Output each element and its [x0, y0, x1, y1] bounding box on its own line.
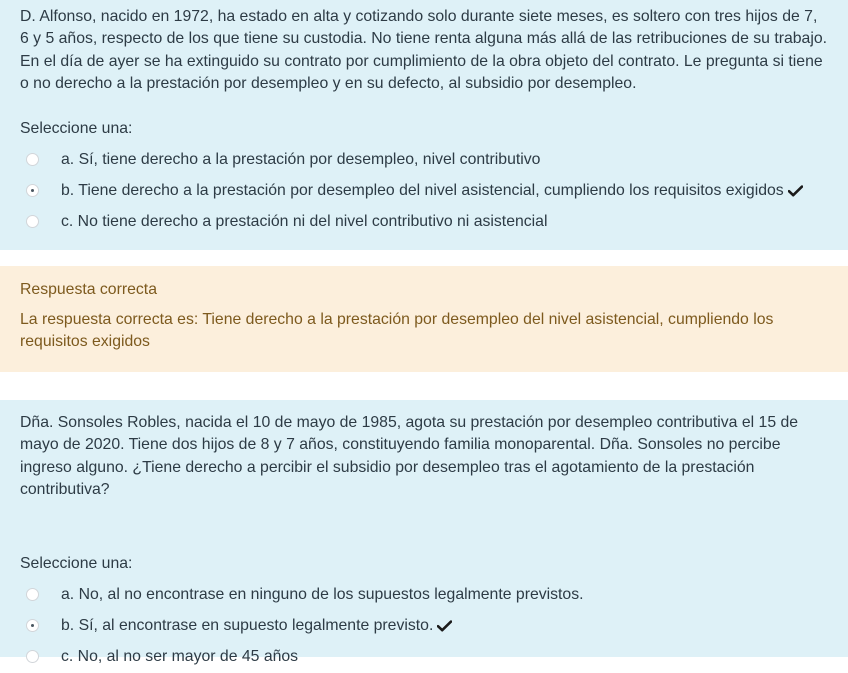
feedback-title: Respuesta correcta	[20, 281, 157, 298]
answer-option-c[interactable]	[20, 642, 828, 673]
answer-option-c[interactable]	[20, 207, 828, 238]
answer-option-b[interactable]	[20, 176, 828, 207]
answer-label[interactable]: b. Sí, al encontrase en supuesto legalmente previsto.	[61, 617, 434, 635]
answer-label[interactable]: a. No, al no encontrase en ninguno de los supuestos legalmente previstos.	[61, 586, 584, 604]
feedback-panel	[0, 266, 848, 372]
checkmark-icon	[788, 185, 803, 197]
answer-list	[20, 145, 828, 238]
checkmark-icon	[437, 620, 452, 632]
question-text: D. Alfonso, nacido en 1972, ha estado en alta y cotizando solo durante siete meses, es soltero con tres hijos de 7, 6 y 5 años, respecto de los que tiene su custodia. No tiene renta alguna más allá de las retribuciones de su trabajo. En el día de ayer se ha extinguido su contrato por cumplimiento de la obra objeto del contrato. Le pregunta si tiene o no derecho a la prestación por desempleo y en su defecto, al subsidio por desempleo.	[20, 8, 828, 93]
radio-button-selected[interactable]	[26, 619, 39, 632]
answer-option-a[interactable]	[20, 145, 828, 176]
answer-label[interactable]: b. Tiene derecho a la prestación por desempleo del nivel asistencial, cumpliendo los requisitos exigidos	[61, 182, 784, 200]
question-block-1	[0, 0, 848, 250]
answer-prompt: Seleccione una:	[20, 119, 133, 137]
answer-option-b[interactable]	[20, 611, 828, 642]
answer-label[interactable]: a. Sí, tiene derecho a la prestación por desempleo, nivel contributivo	[61, 151, 541, 169]
question-text: Dña. Sonsoles Robles, nacida el 10 de mayo de 1985, agota su prestación por desempleo contributiva el 15 de mayo de 2020. Tiene dos hijos de 8 y 7 años, constituyendo familia monoparental. Dña. Sonsoles no percibe ingreso alguno. ¿Tiene derecho a percibir el subsidio por desempleo tras el agotamiento de la prestación contributiva?	[20, 414, 799, 499]
answer-list	[20, 580, 828, 673]
radio-button-selected[interactable]	[26, 184, 39, 197]
feedback-text: La respuesta correcta es: Tiene derecho a la prestación por desempleo del nivel asistencial, cumpliendo los requisitos exigidos	[20, 311, 774, 351]
radio-button[interactable]	[26, 588, 39, 601]
radio-button[interactable]	[26, 153, 39, 166]
radio-button[interactable]	[26, 215, 39, 228]
answer-prompt: Seleccione una:	[20, 554, 133, 572]
answer-label[interactable]: c. No, al no ser mayor de 45 años	[61, 648, 299, 666]
answer-option-a[interactable]	[20, 580, 828, 611]
radio-button[interactable]	[26, 650, 39, 663]
answer-label[interactable]: c. No tiene derecho a prestación ni del nivel contributivo ni asistencial	[61, 213, 548, 231]
question-block-2	[0, 400, 848, 666]
